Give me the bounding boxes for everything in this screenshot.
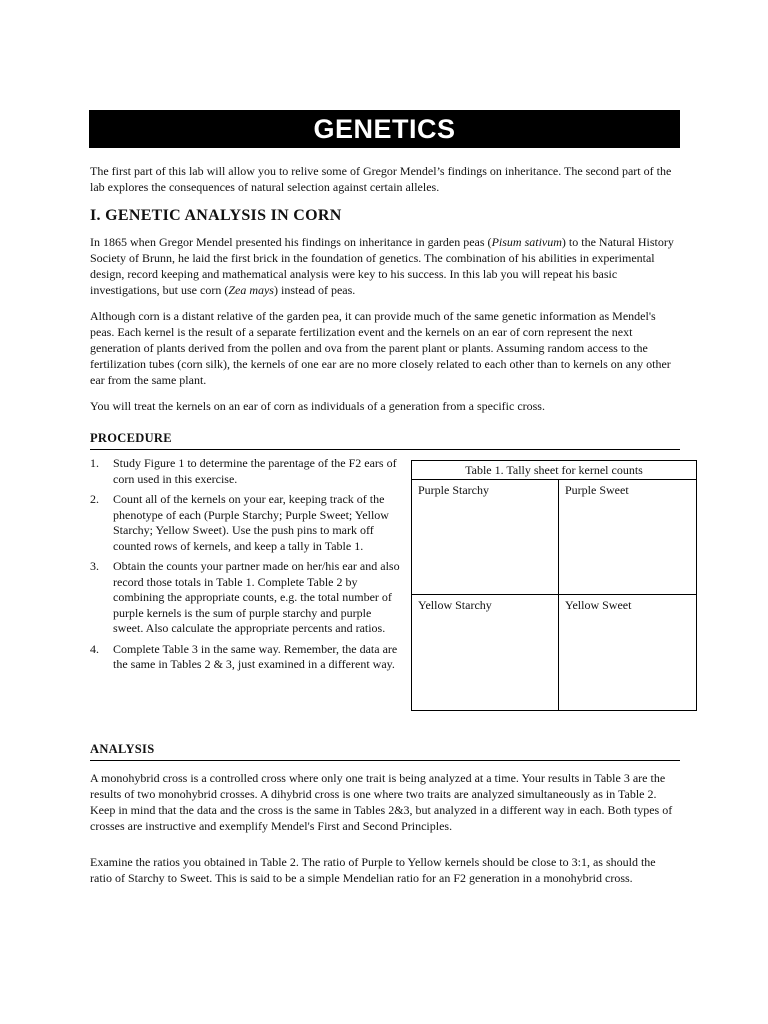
tally-table — [411, 460, 697, 711]
intro-paragraph: The first part of this lab will allow you to relive some of Gregor Mendel’s findings on inheritance. The second part of the lab explores the consequences of natural selection against certain alleles. — [90, 164, 672, 194]
step-text: Study Figure 1 to determine the parentage of the F2 ears of corn used in this exercise. — [113, 456, 397, 486]
procedure-step — [90, 559, 400, 637]
crosses-paragraph: A monohybrid cross is a controlled cross where only one trait is being analyzed at a time. Your results in Table 3 are the results of two monohybrid crosses. A dihybrid cross is one where two traits are analyzed simultaneously as in Table 2. Keep in mind that the data and the cross is the same in Tables 2&3, but analyzed in a different way in each. Both types of crosses are instructive and exemplify Mendel's First and Second Principles. — [90, 771, 673, 833]
tally-table-caption: Table 1. Tally sheet for kernel counts — [412, 461, 696, 480]
text-segment: In 1865 when Gregor Mendel presented his findings on inheritance in garden peas ( — [90, 235, 492, 249]
procedure-step — [90, 642, 400, 673]
step-number: 4. — [90, 641, 99, 656]
tally-cell-purple-sweet: Purple Sweet — [559, 480, 696, 595]
step-number: 3. — [90, 559, 99, 573]
species-name-pea: Pisum sativum — [491, 235, 562, 249]
section-heading-genetic-analysis: I. GENETIC ANALYSIS IN CORN — [90, 207, 342, 224]
procedure-steps-list — [90, 456, 400, 678]
step-number: 1. — [90, 456, 99, 470]
page-title: GENETICS — [89, 110, 680, 148]
analysis-heading: ANALYSIS — [90, 741, 680, 761]
mendel-history-paragraph — [90, 234, 678, 298]
procedure-step — [90, 492, 400, 554]
step-text: Obtain the counts your partner made on her/his ear and also record those totals in Table 1. Complete Table 2 by combining the appropriate counts, e.g. the total number of purple kernels is the sum of purple starchy and purple sweet. Also calculate the appropriate percents and ratios. — [113, 559, 400, 635]
tally-cell-yellow-starchy: Yellow Starchy — [412, 595, 559, 710]
text-segment: ) instead of peas. — [273, 283, 356, 297]
step-number: 2. — [90, 492, 99, 506]
text-segment: ) to the Natural History Society of Brunn, he laid the first brick in the foundation of genetics. The combination of his abilities in experimental design, record keeping and mathematical analysis were key to his success. In this lab you will repeat his basic investigations, but use corn ( — [90, 235, 674, 297]
ratios-paragraph: Examine the ratios you obtained in Table 2. The ratio of Purple to Yellow kernels should be close to 3:1, as should the ratio of Starchy to Sweet. This is said to be a simple Mendelian ratio for an F2 generation in a monohybrid cross. — [90, 855, 656, 885]
corn-genetics-paragraph: Although corn is a distant relative of the garden pea, it can provide much of the same genetic information as Mendel's peas. Each kernel is the result of a separate fertilization event and the kernels on an ear of corn represent the next generation of plants derived from the pollen and ova from the parent plant or plants. Assuming random access to the fertilization tubes (corn silk), the kernels of one ear are no more closely related to each other than to kernels on any other ear from the same plant. — [90, 309, 671, 387]
procedure-heading: PROCEDURE — [90, 430, 680, 450]
step-text: Complete Table 3 in the same way. Remember, the data are the same in Tables 2 & 3, just examined in a different way. — [113, 641, 398, 671]
procedure-step — [90, 456, 400, 487]
tally-table-grid — [412, 480, 696, 710]
tally-cell-yellow-sweet: Yellow Sweet — [565, 598, 632, 612]
kernel-individuals-paragraph: You will treat the kernels on an ear of corn as individuals of a generation from a specific cross. — [90, 399, 545, 413]
step-text: Count all of the kernels on your ear, keeping track of the phenotype of each (Purple Starchy; Purple Sweet; Yellow Starchy; Yellow Sweet). Use the push pins to mark off counted rows of kernels, and keep a tally in Table 1. — [113, 492, 389, 553]
species-name-corn: Zea mays — [228, 283, 274, 297]
tally-cell-purple-starchy: Purple Starchy — [412, 480, 559, 595]
